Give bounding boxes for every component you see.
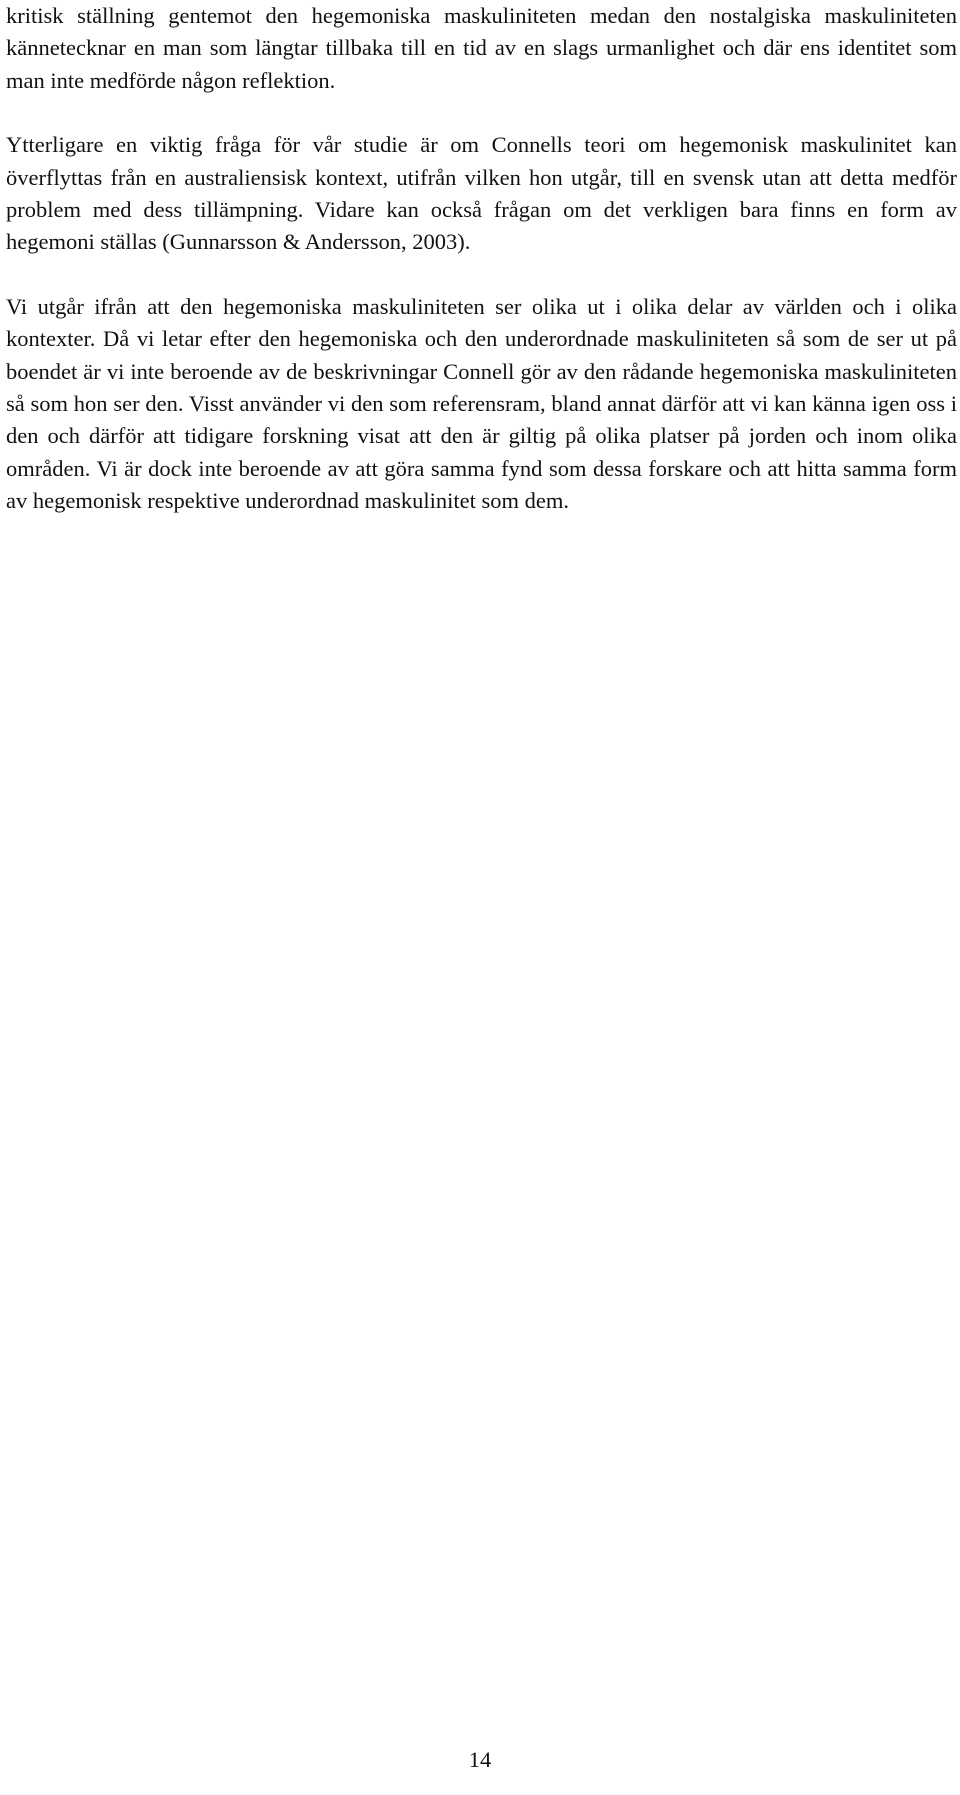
paragraph-continuation: kritisk ställning gentemot den hegemoniska maskuliniteten medan den nostalgiska maskuliniteten kännetecknar en man som längtar tillbaka till en tid av en slags urmanlighet och där ens identitet som man inte medförde någon reflektion. [6, 3, 957, 93]
paragraph-connell-applicability: Ytterligare en viktig fråga för vår studie är om Connells teori om hegemonisk maskulinitet kan överflyttas från en australiensisk kontext, utifrån vilken hon utgår, till en svensk utan att detta medför problem med dess tillämpning. Vidare kan också frågan om det verkligen bara finns en form av hegemoni ställas (Gunnarsson & Andersson, 2003). [6, 132, 957, 255]
document-page [6, 0, 957, 518]
paragraph-hegemonic-contexts: Vi utgår ifrån att den hegemoniska maskuliniteten ser olika ut i olika delar av världen och i olika kontexter. Då vi letar efter den hegemoniska och den underordnade maskuliniteten så som de ser ut på boendet är vi inte beroende av de beskrivningar Connell gör av den rådande hegemoniska maskuliniteten så som hon ser den. Visst använder vi den som referensram, bland annat därför att vi kan känna igen oss i den och därför att tidigare forskning visat att den är giltig på olika platser på jorden och inom olika områden. Vi är dock inte beroende av att göra samma fynd som dessa forskare och att hitta samma form av hegemonisk respektive underordnad maskulinitet som dem. [6, 293, 957, 514]
page-number: 14 [468, 1747, 492, 1772]
